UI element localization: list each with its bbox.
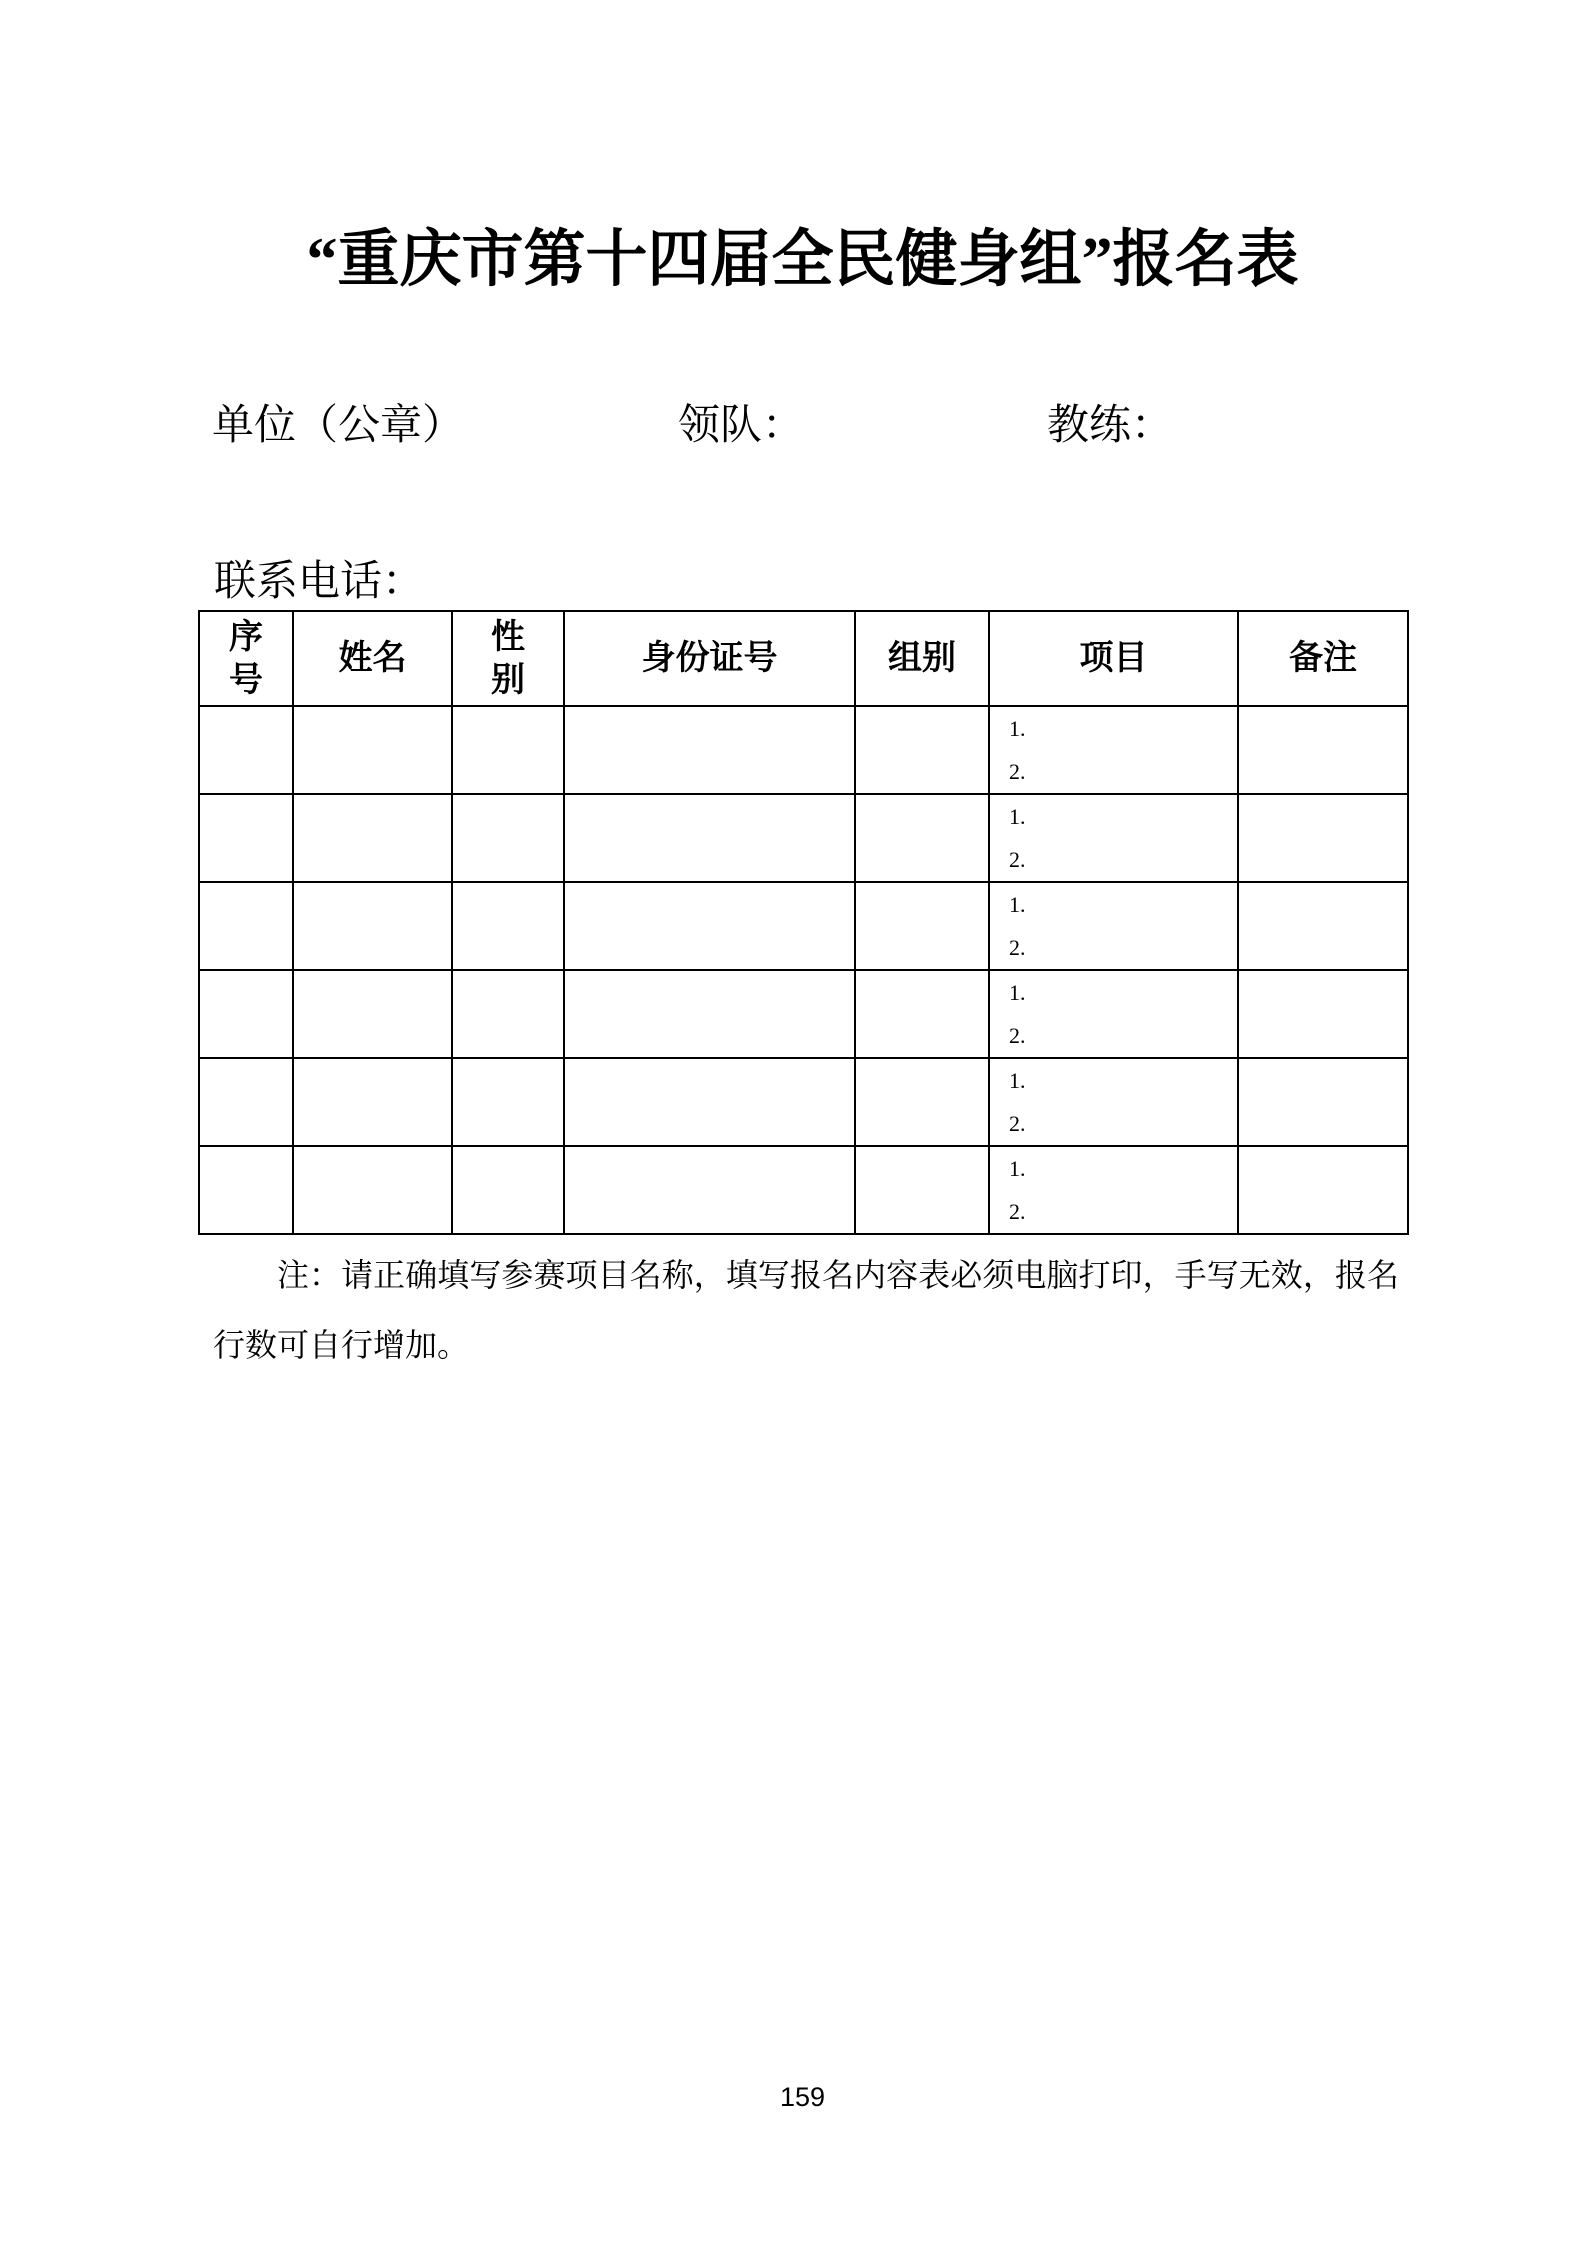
cell-remarks [1238,882,1408,970]
cell-group [855,794,989,882]
event-line-2: 2. [1009,1023,1026,1048]
header-remarks: 备注 [1238,611,1408,706]
cell-group [855,882,989,970]
cell-name [293,1146,452,1234]
event-line-1: 1. [1009,980,1026,1005]
event-line-1: 1. [1009,804,1026,829]
cell-event [989,970,1238,1058]
cell-gender [452,1146,564,1234]
cell-name [293,706,452,794]
page-number: 159 [779,2082,826,2112]
coach-label: 教练： [1047,403,1174,449]
team-leader-label: 领队： [678,403,805,449]
cell-remarks [1238,794,1408,882]
note-paragraph: 注：请正确填写参赛项目名称，填写报名内容表必须电脑打印，手写无效，报名行数可自行增加。 [213,1257,1399,1363]
cell-id [564,882,855,970]
cell-id [564,794,855,882]
cell-event [989,794,1238,882]
cell-serial [199,1058,293,1146]
header-group: 组别 [855,611,989,706]
header-name: 姓名 [293,611,452,706]
table-row [199,1058,1408,1146]
cell-name [293,794,452,882]
table-header-row [199,611,1408,706]
cell-gender [452,706,564,794]
cell-remarks [1238,1146,1408,1234]
cell-id [564,706,855,794]
cell-gender [452,794,564,882]
cell-group [855,1058,989,1146]
cell-serial [199,1146,293,1234]
unit-seal-label: 单位（公章） [212,403,465,449]
page-title: “重庆市第十四届全民健身组”报名表 [306,226,1299,294]
cell-remarks [1238,706,1408,794]
cell-name [293,970,452,1058]
cell-name [293,882,452,970]
cell-serial [199,706,293,794]
cell-gender [452,1058,564,1146]
cell-remarks [1238,1058,1408,1146]
header-id-number: 身份证号 [564,611,855,706]
table-row [199,706,1408,794]
event-line-2: 2. [1009,935,1026,960]
contact-phone-label: 联系电话： [214,559,425,605]
cell-group [855,706,989,794]
cell-event [989,706,1238,794]
registration-table [198,610,1409,1235]
table-row [199,1146,1408,1234]
event-line-1: 1. [1009,716,1026,741]
event-line-2: 2. [1009,847,1026,872]
cell-name [293,1058,452,1146]
cell-serial [199,794,293,882]
event-line-2: 2. [1009,1199,1026,1224]
table-row [199,794,1408,882]
event-line-2: 2. [1009,1111,1026,1136]
header-event: 项目 [989,611,1238,706]
cell-group [855,1146,989,1234]
event-line-2: 2. [1009,759,1026,784]
table-row [199,970,1408,1058]
cell-gender [452,882,564,970]
cell-remarks [1238,970,1408,1058]
event-line-1: 1. [1009,1068,1026,1093]
cell-serial [199,970,293,1058]
cell-gender [452,970,564,1058]
table-row [199,882,1408,970]
cell-id [564,1058,855,1146]
cell-event [989,1146,1238,1234]
cell-event [989,882,1238,970]
cell-id [564,1146,855,1234]
event-line-1: 1. [1009,1156,1026,1181]
event-line-1: 1. [1009,892,1026,917]
header-serial-number: 序号 [199,611,293,706]
cell-serial [199,882,293,970]
cell-group [855,970,989,1058]
cell-event [989,1058,1238,1146]
header-gender: 性别 [452,611,564,706]
cell-id [564,970,855,1058]
